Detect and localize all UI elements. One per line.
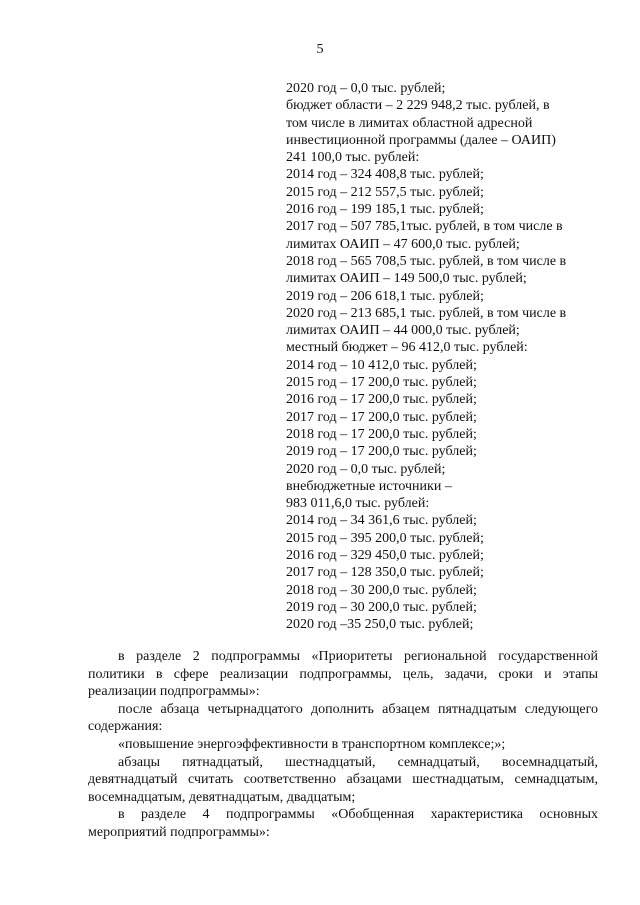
finance-line: 2014 год – 324 408,8 тыс. рублей; bbox=[286, 167, 484, 183]
finance-line: 2019 год – 30 200,0 тыс. рублей; bbox=[286, 599, 477, 615]
finance-line: том числе в лимитах областной адресной bbox=[286, 115, 533, 131]
finance-line: 2017 год – 17 200,0 тыс. рублей; bbox=[286, 409, 477, 425]
page-number: 5 bbox=[316, 42, 324, 57]
paragraph-quoted-item: «повышение энергоэффективности в транспортном комплексе;»; bbox=[118, 736, 506, 752]
finance-line: 2019 год – 17 200,0 тыс. рублей; bbox=[286, 444, 477, 460]
finance-line: 2016 год – 329 450,0 тыс. рублей; bbox=[286, 548, 484, 564]
finance-line: бюджет области – 2 229 948,2 тыс. рублей, в bbox=[286, 98, 550, 114]
finance-line: 2020 год – 0,0 тыс. рублей; bbox=[286, 461, 446, 477]
finance-line: 2015 год – 395 200,0 тыс. рублей; bbox=[286, 530, 484, 546]
finance-line: 2015 год – 212 557,5 тыс. рублей; bbox=[286, 184, 484, 200]
finance-line: местный бюджет – 96 412,0 тыс. рублей: bbox=[286, 340, 528, 356]
finance-line: 2020 год – 213 685,1 тыс. рублей, в том числе в bbox=[286, 305, 567, 321]
finance-line: лимитах ОАИП – 47 600,0 тыс. рублей; bbox=[286, 236, 520, 252]
financing-breakdown bbox=[286, 80, 606, 634]
paragraph-section-4: в разделе 4 подпрограммы «Обобщенная характеристика основных мероприятий подпрограммы»: bbox=[88, 807, 598, 840]
paragraph-renumber: абзацы пятнадцатый, шестнадцатый, семнадцатый, восемнадцатый, девятнадцатый считать соответственно абзацами шестнадцатым, семнадцатым, восемнадцатым, девятнадцатым, двадцатым; bbox=[88, 754, 598, 805]
finance-line: лимитах ОАИП – 149 500,0 тыс. рублей; bbox=[286, 271, 527, 287]
finance-line: инвестиционной программы (далее – ОАИП) bbox=[286, 132, 556, 148]
finance-line: 2018 год – 30 200,0 тыс. рублей; bbox=[286, 582, 477, 598]
finance-line: внебюджетные источники – bbox=[286, 478, 452, 494]
finance-line: 2014 год – 10 412,0 тыс. рублей; bbox=[286, 357, 477, 373]
finance-line: 2017 год – 128 350,0 тыс. рублей; bbox=[286, 565, 484, 581]
amendment-text bbox=[88, 648, 598, 842]
finance-line: 2014 год – 34 361,6 тыс. рублей; bbox=[286, 513, 477, 529]
paragraph-add-fifteenth: после абзаца четырнадцатого дополнить абзацем пятнадцатым следующего содержания: bbox=[88, 701, 598, 735]
finance-line: лимитах ОАИП – 44 000,0 тыс. рублей; bbox=[286, 323, 520, 339]
finance-line: 241 100,0 тыс. рублей: bbox=[286, 150, 420, 166]
finance-line: 2020 год –35 250,0 тыс. рублей; bbox=[286, 617, 474, 633]
finance-line: 2018 год – 17 200,0 тыс. рублей; bbox=[286, 426, 477, 442]
finance-line: 2016 год – 17 200,0 тыс. рублей; bbox=[286, 392, 477, 408]
finance-line: 2017 год – 507 785,1тыс. рублей, в том числе в bbox=[286, 219, 563, 235]
paragraph-section-2: в разделе 2 подпрограммы «Приоритеты региональной государственной политики в сфере реализации подпрограммы, цель, задачи, сроки и этапы реализации подпрограммы»: bbox=[88, 649, 598, 700]
finance-line: 2020 год – 0,0 тыс. рублей; bbox=[286, 81, 446, 96]
finance-line: 2019 год – 206 618,1 тыс. рублей; bbox=[286, 288, 484, 304]
finance-line: 2015 год – 17 200,0 тыс. рублей; bbox=[286, 375, 477, 391]
finance-line: 983 011,6,0 тыс. рублей: bbox=[286, 496, 430, 512]
finance-line: 2018 год – 565 708,5 тыс. рублей, в том числе в bbox=[286, 253, 567, 269]
finance-line: 2016 год – 199 185,1 тыс. рублей; bbox=[286, 202, 484, 218]
